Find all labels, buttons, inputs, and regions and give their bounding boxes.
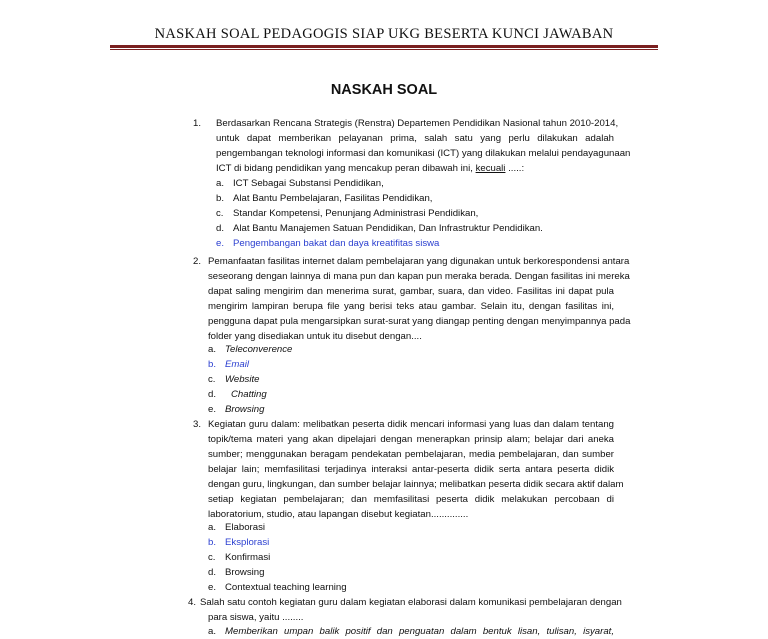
question-4-number: 4. [188,597,197,608]
q3-answer-letter: b. [208,537,217,548]
running-header: NASKAH SOAL PEDAGOGIS SIAP UKG BESERTA KUNCI JAWABAN [154,26,614,42]
question-3-line: topik/tema materi yang akan dipelajari dengan menerapkan prinsip alam; belajar dari aneka [208,434,614,445]
question-3-line: setiap kegiatan pembelajaran; dan memfasilitasi peserta didik melakukan percobaan di [208,494,614,505]
q3-option-text: Konfirmasi [225,552,271,563]
q3-answer-text: Eksplorasi [225,537,270,548]
q3-option-letter: d. [208,567,217,578]
q2-option-text: Chatting [231,389,267,400]
q2-option-letter: d. [208,389,217,400]
q2-option-text: Browsing [225,404,265,415]
q3-option-letter: e. [208,582,217,593]
question-3-line: dengan guru, lingkungan, dan sumber belajar lainnya; melibatkan peserta didik secara aktif dalam [208,479,624,490]
question-1-line: untuk dapat memberikan pelayanan prima, salah satu yang perlu dilakukan adalah [216,133,614,144]
question-2-line: pengguna dapat pula mengarsipkan surat-surat yang diangap penting dengan menyimpannya pada [208,316,631,327]
q1-option-text: Alat Bantu Pembelajaran, Fasilitas Pendidikan, [233,193,433,204]
question-3-line: sumber; menggunakan beragam pendekatan pembelajaran, media pembelajaran, dan sumber [208,449,614,460]
q3-option-letter: a. [208,522,217,533]
q2-answer-text: Email [225,359,249,370]
q4-option-text: Memberikan umpan balik positif dan penguatan dalam bentuk lisan, tulisan, isyarat, [225,626,614,637]
q1-answer-letter: e. [216,238,225,249]
q3-option-letter: c. [208,552,216,563]
question-1-line-text: ICT di bidang pendidikan yang mencakup peran dibawah ini, [216,163,473,174]
q1-option-letter: b. [216,193,225,204]
q1-option-letter: c. [216,208,224,219]
question-3-line: laboratorium, studio, atau lapangan disebut kegiatan.............. [208,509,469,520]
q4-option-letter: a. [208,626,217,637]
question-2-line: mengirim lampiran berupa file yang berisi teks atau gambar. Selain itu, dengan fasilitas ini, [208,301,614,312]
question-2-line: Pemanfaatan fasilitas internet dalam pembelajaran yang digunakan untuk berkorespondensi antara [208,256,630,267]
question-3-line: Kegiatan guru dalam: melibatkan peserta didik mencari informasi yang luas dan dalam tentang [208,419,614,430]
q1-option-letter: d. [216,223,225,234]
q3-option-text: Contextual teaching learning [225,582,347,593]
q2-option-letter: e. [208,404,217,415]
q3-option-text: Elaborasi [225,522,265,533]
header-rule [110,45,658,50]
q3-option-text: Browsing [225,567,265,578]
question-2-line: seseorang dengan lainnya di mana pun dan kapan pun meraka berada. Dengan fasilitas ini mereka [208,271,630,282]
q2-answer-letter: b. [208,359,217,370]
document-title: NASKAH SOAL [330,82,438,98]
question-4-line: Salah satu contoh kegiatan guru dalam kegiatan elaborasi dalam komunikasi pembelajaran dengan [200,597,622,608]
q2-option-letter: c. [208,374,216,385]
kecuali-word: kecuali [475,163,506,174]
question-4-line: para siswa, yaitu ........ [208,612,304,623]
question-1-number: 1. [193,118,202,129]
q2-option-text: Website [225,374,260,385]
question-2-line: dapat saling mengirim dan menerima surat, gambar, suara, dan video. Fasilitas ini dapat pula [208,286,614,297]
q1-option-letter: a. [216,178,225,189]
q2-option-letter: a. [208,344,217,355]
question-3-line: belajar lain; memfasilitasi terjadinya interaksi antar-peserta didik serta antara peserta didik [208,464,614,475]
question-1-line: Berdasarkan Rencana Strategis (Renstra) Departemen Pendidikan Nasional tahun 2010-2014, [216,118,619,129]
q2-option-text: Teleconverence [225,344,293,355]
question-2-number: 2. [193,256,202,267]
q1-answer-text: Pengembangan bakat dan daya kreatifitas siswa [233,238,440,249]
q1-option-text: ICT Sebagai Substansi Pendidikan, [233,178,384,189]
question-1-line: pengembangan teknologi informasi dan komunikasi (ICT) yang dilakukan melalui pendayagunaan [216,148,631,159]
q1-option-text: Standar Kompetensi, Penunjang Administrasi Pendidikan, [233,208,479,219]
question-1-last-line [216,161,524,176]
question-3-number: 3. [193,419,202,430]
q1-option-text: Alat Bantu Manajemen Satuan Pendidikan, Dan Infrastruktur Pendidikan. [233,223,543,234]
question-2-line: folder yang disediakan untuk itu disebut dengan.... [208,331,422,342]
question-1-line-end: .....: [505,163,525,174]
